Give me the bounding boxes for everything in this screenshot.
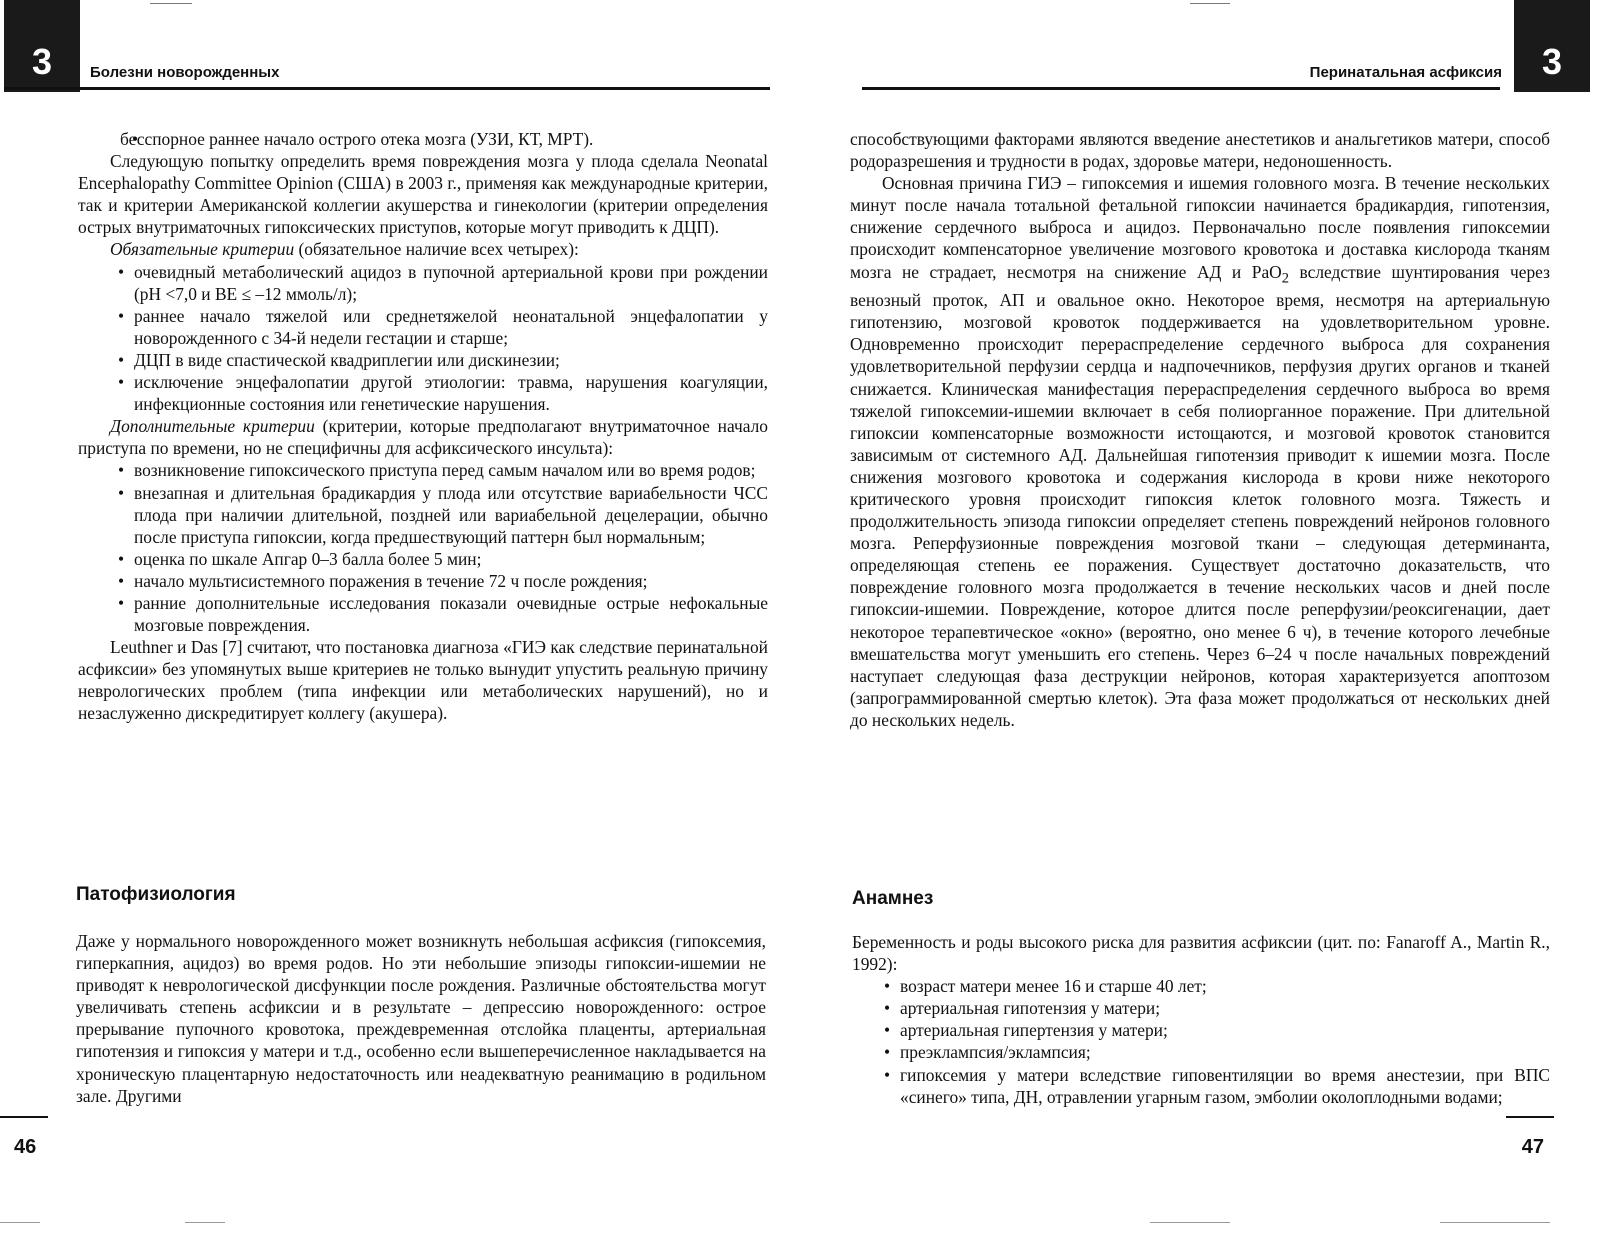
right-page <box>800 0 1600 1233</box>
list-item: • исключение энцефалопатии другой этиологии: травма, нарушения коагуляции, инфекционные состояния или генетические нарушения. <box>78 371 768 415</box>
list-item: • артериальная гипотензия у матери; <box>852 997 1550 1019</box>
paragraph: Следующую попытку определить время повреждения мозга у плода сделала Neonatal Encephalopathy Committee Opinion (США) в 2003 г., применяя как международные критерии, так и критерии Американской коллегии акушерства и гинекологии (критерии определения острых внутриматочных гипоксических приступов, которые могут приводить к ДЦП). <box>78 151 768 238</box>
left-body-text-2 <box>76 930 766 1107</box>
right-body-text <box>850 128 1550 731</box>
crop-mark <box>1150 1222 1230 1223</box>
running-head: Перинатальная асфиксия <box>1309 64 1502 81</box>
paragraph <box>78 415 768 459</box>
list-item: • внезапная и длительная брадикардия у плода или отсутствие вариабельности ЧСС плода при наличии длительной, поздней или вариабельной децелерации, обычно после приступа гипоксии, когда предшествующий паттерн был нормальным; <box>78 482 768 548</box>
mandatory-criteria-text: (обязательное наличие всех четырех): <box>294 239 579 260</box>
chapter-number-badge: 3 <box>4 0 80 92</box>
mandatory-criteria-list <box>78 261 768 416</box>
right-body-text-2 <box>852 931 1550 1108</box>
header-rule <box>4 87 770 90</box>
list-item: • гипоксемия у матери вследствие гиповентиляции во время анестезии, при ВПС «синего» типа, ДН, отравлении угарным газом, эмболии околоплодными водами; <box>852 1064 1550 1108</box>
list-item: • бесспорное раннее начало острого отека мозга (УЗИ, КТ, МРТ). <box>102 128 768 150</box>
paragraph: Даже у нормального новорожденного может возникнуть небольшая асфиксия (гипоксемия, гиперкапния, ацидоз) во время родов. Но эти небольшие эпизоды гипоксии-ишемии не приводят к неврологической дисфункции после рождения. Различные обстоятельства могут увеличивать степень асфиксии и в результате – депрессию новорожденного: острое прерывание пупочного кровотока, преждевременная отслойка плаценты, артериальная гипотензия и гипоксия у матери и т.д., особенно если вышеперечисленное накладывается на хроническую плацентарную недостаточность или неадекватную реанимацию в родильном зале. Другими <box>76 931 766 1106</box>
list-item: • очевидный метаболический ацидоз в пупочной артериальной крови при рождении (pH <7,0 и BE ≤ –12 ммоль/л); <box>78 261 768 305</box>
paragraph: способствующими факторами являются введение анестетиков и анальгетиков матери, способ родоразрешения и трудности в родах, здоровье матери, недоношенность. <box>850 129 1550 172</box>
left-body-text <box>78 128 768 725</box>
crop-mark <box>1440 1222 1550 1223</box>
list-item: • начало мультисистемного поражения в течение 72 ч после рождения; <box>78 570 768 592</box>
section-title: Анамнез <box>852 888 934 909</box>
chapter-number-badge: 3 <box>1514 0 1590 92</box>
list-item: • оценка по шкале Апгар 0–3 балла более 5 мин; <box>78 548 768 570</box>
additional-criteria-list <box>78 459 768 636</box>
paragraph <box>850 172 1550 731</box>
additional-criteria-text: (критерии, которые предполагают внутриматочное начало приступа по времени, но не специфичны для асфиксического инсульта): <box>78 416 768 459</box>
subscript: 2 <box>1281 270 1289 287</box>
section-title: Патофизиология <box>76 884 236 905</box>
paragraph: Leuthner и Das [7] считают, что постановка диагноза «ГИЭ как следствие перинатальной асфиксии» без упомянутых выше критериев не только вынудит упустить реальную причину неврологических проблем (типа инфекции или метаболических нарушений), но и незаслуженно дискредитирует коллегу (акушера). <box>78 637 768 724</box>
mandatory-criteria-label: Обязательные критерии <box>110 239 295 260</box>
header-rule <box>862 87 1500 90</box>
list-item: • артериальная гипертензия у матери; <box>852 1019 1550 1041</box>
risk-factor-list <box>852 975 1550 1108</box>
paragraph-text: Основная причина ГИЭ – гипоксемия и ишемия головного мозга. В течение нескольких минут после начала тотальной фетальной гипоксии начинается брадикардия, гипотензия, снижение сердечного выброса и ацидоз. Первоначально после появления гипоксемии происходит компенсаторное увеличение мозгового кровотока и доставка кислорода тканям мозга не страдает, несмотря на снижение АД и PaO <box>850 173 1550 282</box>
paragraph: Беременность и роды высокого риска для развития асфиксии (цит. по: Fanaroff A., Martin R., 1992): <box>852 932 1550 975</box>
additional-criteria-label: Дополнительные критерии <box>110 416 315 437</box>
list-item: • преэклампсия/эклампсия; <box>852 1041 1550 1063</box>
side-rule <box>1506 1116 1554 1118</box>
paragraph <box>78 238 768 260</box>
crop-mark <box>185 1222 225 1223</box>
page-number: 46 <box>14 1136 37 1158</box>
list-item: • ДЦП в виде спастической квадриплегии или дискинезии; <box>78 349 768 371</box>
running-head: Болезни новорожденных <box>90 64 280 81</box>
list-item: • раннее начало тяжелой или среднетяжелой неонатальной энцефалопатии у новорожденного с 34-й недели гестации и старше; <box>78 305 768 349</box>
page-number: 47 <box>1521 1136 1544 1158</box>
list-item: • ранние дополнительные исследования показали очевидные острые нефокальные мозговые повреждения. <box>78 592 768 636</box>
list-item: • возникновение гипоксического приступа перед самым началом или во время родов; <box>78 459 768 481</box>
crop-mark <box>1190 3 1230 4</box>
crop-mark <box>0 1222 40 1223</box>
crop-mark <box>150 3 192 4</box>
side-rule <box>0 1116 48 1118</box>
paragraph-text: вследствие шунтирования через венозный проток, АП и овальное окно. Некоторое время, несмотря на артериальную гипотензию, мозговой кровоток поддерживается на удовлетворительном уровне. Одновременно происходит перераспределение сердечного выброса для сохранения удовлетворительной перфузии сердца и надпочечников, перфузия других органов и тканей снижается. Клиническая манифестация перераспределения сердечного выброса во время тяжелой гипоксемии-ишемии включает в себя полиорганное поражение. При длительной гипоксии компенсаторные возможности истощаются, и мозговой кровоток становится зависимым от системного АД. Дальнейшая гипотензия приводит к ишемии мозга. После снижения мозгового кровотока и содержания кислорода в крови ниже некоторого критического уровня происходит гипоксия клеток головного мозга. Тяжесть и продолжительность эпизода гипоксии определяет степень повреждений нейронов головного мозга. Реперфузионные повреждения мозговой ткани – следующая детерминанта, определяющая степень ее поражения. Существует достаточно доказательств, что повреждение головного мозга продолжается в течение нескольких часов и дней после гипоксии-ишемии. Повреждение, которое длится после реперфузии/реоксигенации, дает некоторое терапевтическое «окно» (вероятно, оно менее 6 ч), в течение которого лечебные вмешательства могут уменьшить его степень. Через 6–24 ч после начальных повреждений наступает следующая фаза деструкции нейронов, которая характеризуется апоптозом (запрограммированной смертью клеток). Эта фаза может продолжаться от нескольких дней до нескольких недель. <box>850 261 1550 730</box>
list-item: • возраст матери менее 16 и старше 40 лет; <box>852 975 1550 997</box>
